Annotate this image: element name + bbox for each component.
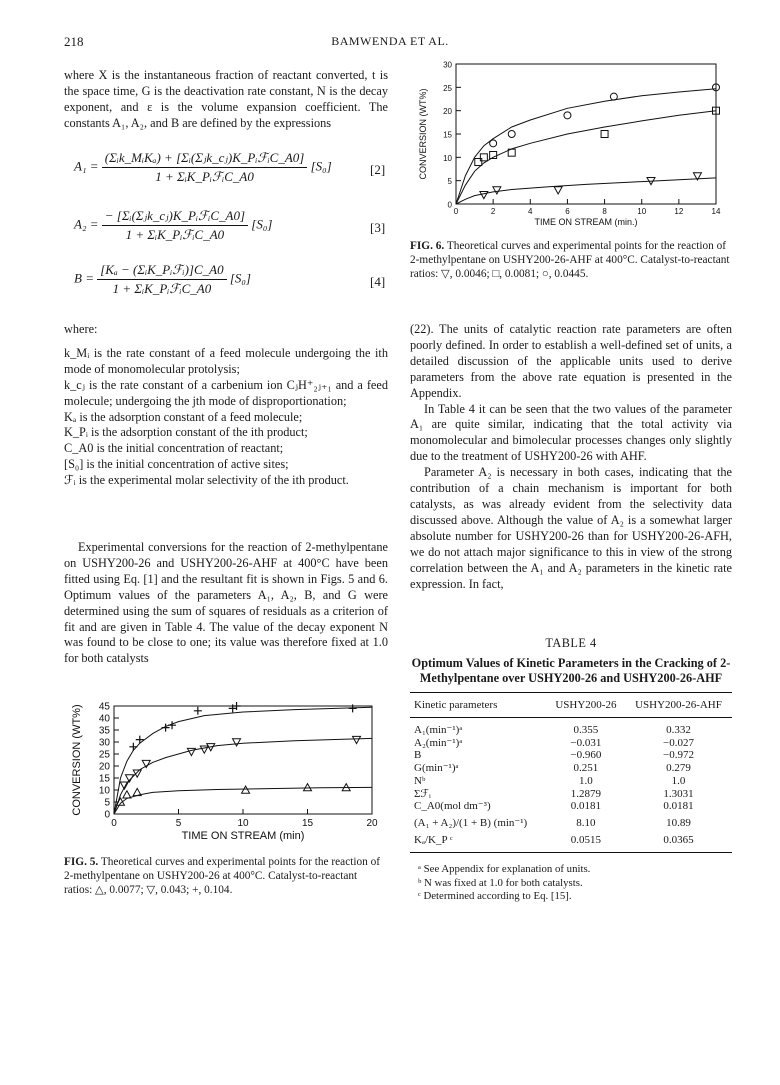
table-footnote: ᵃ See Appendix for explanation of units.	[418, 863, 591, 876]
table-row	[410, 834, 732, 853]
table-cell: 0.0181	[663, 800, 694, 813]
table-row	[410, 813, 732, 834]
table-4-label: TABLE 4	[545, 636, 597, 650]
fit-paragraph: Experimental conversions for the reaction of 2-methylpentane on USHY200-26 and USHY200-26-AHF at 400°C have been fitted using Eq. [1] and the resultant fit is shown in Figs. 5 and 6. Optimum values of the parameters A₁, A₂, B, and G were determined using the sum of squares of residuals as a criterion of fit and are given in Table 4. The value of the decay exponent N was found to be close to one; its value was therefore fixed at 1.0 for both catalysts	[64, 540, 388, 666]
table-cell: (A₁ + A₂)/(1 + B) (min⁻¹)	[414, 816, 528, 829]
equation-a2	[74, 208, 394, 243]
figure-5-chart	[64, 700, 390, 850]
plot-frame	[456, 64, 716, 204]
table-cell: 1.0	[671, 774, 686, 787]
fit-curve	[114, 738, 372, 814]
figure-6-caption	[410, 240, 730, 281]
table-header-cell: USHY200-26	[547, 694, 625, 718]
table-row	[410, 775, 732, 788]
y-tick-label: 25	[443, 83, 452, 93]
table-header-row	[410, 694, 732, 718]
table-row	[410, 718, 732, 737]
x-tick-label: 8	[602, 207, 607, 216]
table-row	[410, 800, 732, 813]
x-tick-label: 12	[674, 207, 684, 216]
right-paragraph-1: (22). The units of catalytic reaction rate parameters are often poorly defined. In order to establish a well-defined set of units, a detailed discussion of the applicable units used to derive parameters from the above rate equation is presented in the Appendix.	[410, 322, 732, 400]
table-row	[410, 749, 732, 762]
x-tick-label: 4	[528, 207, 533, 216]
fit-curve	[114, 707, 372, 814]
table-cell: −0.960	[570, 749, 602, 762]
page-number: 218	[64, 34, 84, 49]
definitions-block	[64, 322, 388, 489]
eq-a2-factor: [S₀]	[251, 216, 273, 232]
eq-a2-number: [3]	[370, 220, 386, 235]
equation-b	[74, 262, 394, 297]
table-cell: Nᵇ	[414, 774, 426, 787]
y-tick-label: 5	[104, 797, 110, 809]
eq-b-denominator: 1 + ΣᵢK_PᵢℱᵢC_A0	[112, 281, 212, 296]
x-tick-label: 6	[565, 207, 570, 216]
table-cell: 0.355	[573, 724, 599, 736]
table-cell: 0.251	[573, 762, 599, 775]
y-tick-label: 40	[98, 713, 110, 725]
triangle-down-marker	[480, 191, 488, 198]
eq-a1-number: [2]	[370, 162, 386, 177]
table-header-cell: Kinetic parameters	[410, 694, 547, 718]
figure-5-caption-text: Theoretical curves and experimental points for the reaction of 2-methylpentane on USHY200-26 at 400°C. Catalyst-to-reactant ratios: △, 0.0077; ▽, 0.043; +, 0.104.	[64, 856, 381, 896]
y-tick-label: 0	[447, 200, 452, 210]
eq-a1-lhs: A₁ =	[74, 158, 99, 174]
table-footnote: ᶜ Determined according to Eq. [15].	[418, 889, 572, 902]
y-tick-label: 20	[98, 761, 110, 773]
figure-5-caption	[64, 856, 388, 897]
table-cell: A₁(min⁻¹)ᵃ	[414, 724, 463, 736]
table-cell: 0.0181	[570, 800, 602, 813]
right-paragraph-2: In Table 4 it can be seen that the two values of the parameter A₁ are quite similar, indicating that the total activity via monomolecular and bimolecular processes changes only slightly due to the treatment of USHY200-26 with AHF.	[410, 401, 732, 464]
eq-a2-lhs: A₂ =	[74, 216, 99, 232]
definition-item: ℱᵢ is the experimental molar selectivity of the ith product.	[64, 473, 349, 488]
y-tick-label: 0	[104, 809, 110, 821]
running-title: BAMWENDA ET AL.	[331, 34, 449, 48]
x-tick-label: 5	[175, 818, 182, 829]
eq-b-number: [4]	[370, 274, 386, 289]
triangle-down-marker	[493, 187, 501, 194]
kinetic-table	[410, 694, 732, 852]
plot-frame	[114, 706, 372, 814]
plus-marker	[194, 707, 202, 715]
where-label: where:	[64, 322, 98, 336]
y-tick-label: 25	[98, 749, 110, 761]
eq-a1-denominator: 1 + ΣᵢK_PᵢℱᵢC_A0	[155, 169, 254, 184]
triangle-up-marker	[123, 791, 131, 798]
x-tick-label: 10	[237, 818, 249, 829]
table-4-title: Optimum Values of Kinetic Parameters in the Cracking of 2-Methylpentane over USHY200-26 and USHY200-26-AHF	[411, 656, 731, 685]
x-tick-label: 20	[366, 818, 378, 829]
equation-a1	[74, 150, 394, 185]
y-tick-label: 45	[98, 701, 110, 713]
eq-b-numerator: [Kₐ − (ΣᵢK_Pᵢℱᵢ)]C_A0	[97, 262, 226, 280]
triangle-down-marker	[353, 736, 361, 743]
circle-marker	[490, 140, 497, 147]
table-cell: 0.279	[666, 762, 691, 775]
eq-a1-factor: [S₀]	[310, 158, 332, 174]
table-cell: −0.031	[570, 736, 602, 749]
eq-b-fraction	[97, 262, 226, 297]
table-cell: B	[414, 749, 422, 762]
table-4	[410, 692, 732, 903]
y-tick-label: 20	[443, 107, 452, 117]
figure-6-label: FIG. 6.	[410, 240, 445, 252]
figure-6-caption-text: Theoretical curves and experimental points for the reaction of 2-methylpentane on USHY200-26-AHF at 400°C. Catalyst-to-reactant ratios: ▽, 0.0046; □, 0.0081; ○, 0.0445.	[410, 240, 730, 280]
figure-6-chart	[410, 56, 730, 236]
x-tick-label: 15	[301, 818, 314, 829]
table-cell: 0.0515	[570, 833, 602, 846]
x-tick-label: 0	[453, 207, 459, 216]
circle-marker	[564, 112, 571, 119]
square-marker	[601, 131, 608, 138]
table-footnote: ᵇ N was fixed at 1.0 for both catalysts.	[418, 876, 583, 889]
table-row	[410, 737, 732, 750]
definition-item: k_Mᵢ is the rate constant of a feed molecule undergoing the ith mode of monomolecular protolysis;	[64, 345, 388, 376]
x-tick-label: 0	[111, 818, 117, 829]
table-cell: 1.2879	[570, 787, 602, 800]
table-cell: 1.3031	[663, 787, 694, 800]
definition-item: k_cⱼ is the rate constant of a carbenium ion CⱼH⁺₂ⱼ₊₁ and a feed molecule; undergoing the jth mode of disproportionation;	[64, 377, 388, 408]
y-tick-label: 10	[443, 153, 452, 163]
triangle-up-marker	[304, 784, 312, 791]
circle-marker	[610, 93, 617, 100]
table-cell: G(min⁻¹)ᵃ	[414, 762, 459, 775]
table-cell: −0.027	[662, 736, 694, 749]
definition-item: Kₐ is the adsorption constant of a feed molecule;	[64, 409, 303, 424]
y-tick-label: 35	[98, 725, 110, 737]
eq-b-factor: [S₀]	[229, 270, 251, 286]
y-tick-label: 15	[443, 130, 452, 140]
triangle-down-marker	[233, 739, 241, 746]
table-cell: Σℱᵢ	[414, 787, 431, 800]
table-cell: 0.0365	[663, 833, 694, 846]
triangle-down-marker	[554, 187, 562, 194]
intro-paragraph: where X is the instantaneous fraction of reactant converted, t is the space time, G is the deactivation rate constant, N is the decay exponent, and ε is the volume expansion coefficient. The constants A₁, A₂, and B are defined by the expressions	[64, 68, 388, 130]
y-tick-label: 15	[98, 773, 110, 785]
plus-marker	[129, 743, 137, 751]
triangle-up-marker	[242, 786, 250, 793]
eq-b-lhs: B =	[74, 270, 94, 286]
table-cell: 8.10	[576, 816, 596, 829]
x-tick-label: 14	[711, 207, 721, 216]
x-axis-label: TIME ON STREAM (min)	[181, 830, 305, 842]
table-row	[410, 762, 732, 775]
eq-a2-fraction	[102, 208, 248, 243]
y-axis-label: CONVERSION (WT%)	[418, 88, 428, 180]
eq-a1-fraction	[102, 150, 308, 185]
x-tick-label: 2	[490, 207, 496, 216]
definition-item: K_Pᵢ is the adsorption constant of the ith product;	[64, 425, 308, 440]
table-footnotes	[410, 863, 732, 903]
table-cell: 10.89	[666, 816, 691, 829]
y-axis-label: CONVERSION (WT%)	[71, 704, 83, 816]
right-text	[410, 322, 732, 592]
table-cell: 0.332	[666, 724, 691, 736]
table-header-cell: USHY200-26-AHF	[625, 694, 732, 718]
triangle-down-marker	[133, 770, 141, 777]
circle-marker	[508, 131, 515, 138]
table-cell: 1.0	[579, 774, 593, 787]
eq-a2-denominator: 1 + ΣᵢK_PᵢℱᵢC_A0	[125, 227, 225, 242]
plus-marker	[136, 736, 144, 744]
definition-item: C_A0 is the initial concentration of reactant;	[64, 441, 284, 456]
table-row	[410, 788, 732, 801]
table-cell: A₂(min⁻¹)ᵃ	[414, 736, 463, 749]
figure-5-label: FIG. 5.	[64, 856, 99, 868]
table-cell: C_A0(mol dm⁻³)	[414, 800, 491, 813]
definition-item: [S₀] is the initial concentration of active sites;	[64, 457, 289, 472]
y-tick-label: 10	[98, 785, 110, 797]
eq-a1-numerator: (Σᵢk_MᵢKₐ) + [Σᵢ(Σⱼk_cⱼ)K_PᵢℱᵢC_A0]	[102, 150, 308, 168]
eq-a2-numerator: − [Σᵢ(Σⱼk_cⱼ)K_PᵢℱᵢC_A0]	[102, 208, 248, 226]
x-tick-label: 10	[637, 207, 647, 216]
triangle-down-marker	[125, 775, 133, 782]
y-tick-label: 30	[443, 60, 452, 70]
y-tick-label: 30	[98, 737, 110, 749]
table-cell: −0.972	[662, 749, 694, 762]
y-tick-label: 5	[447, 177, 452, 187]
table-cell: Kₐ/K_P ᶜ	[414, 833, 453, 846]
x-axis-label: TIME ON STREAM (min.)	[534, 217, 638, 227]
right-paragraph-3: Parameter A₂ is necessary in both cases, indicating that the contribution of a chain mechanism is important for both catalysts, as was already evident from the selectivity data discussed above. Although the value of A₂ is a somewhat larger absolute number for USHY200-26 than for USHY200-26-AFH, we do not attach major significance to this in view of the strong correlation between the A₁ and A₂ parameters in the kinetic rate expression. In fact,	[410, 465, 732, 591]
